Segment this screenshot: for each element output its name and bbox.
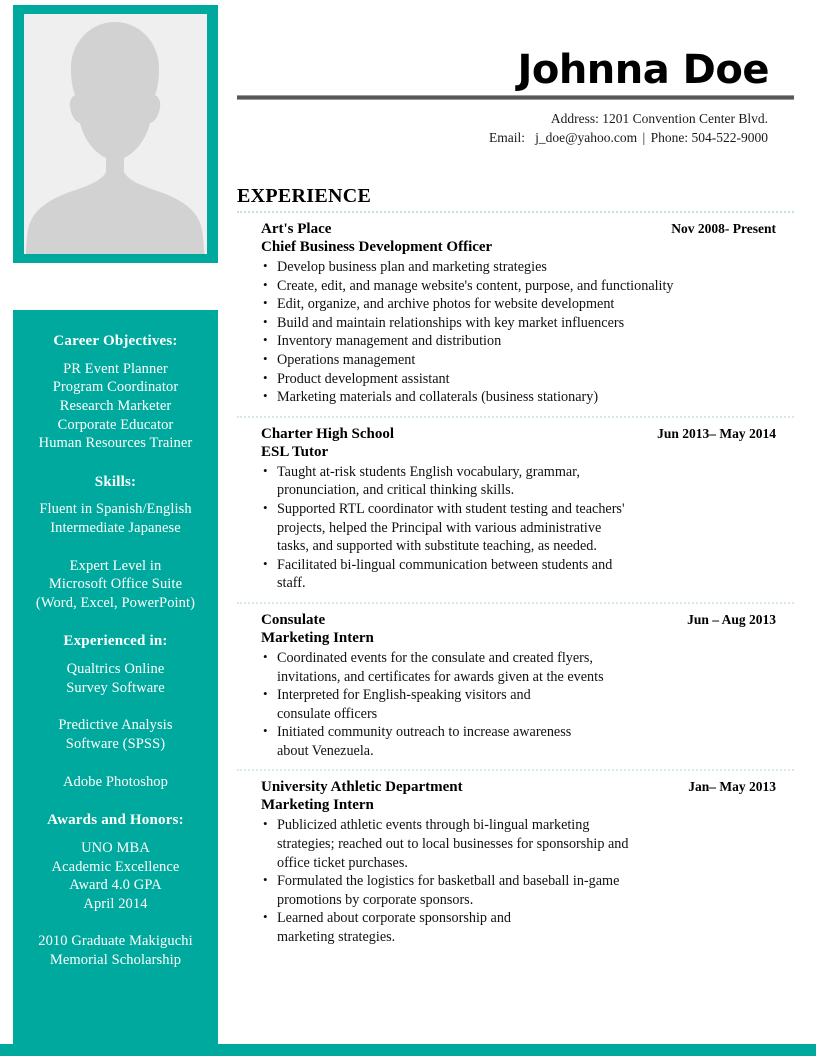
sidebar-item: Research Marketer: [59, 397, 172, 414]
bottom-accent-bar: [0, 1044, 816, 1056]
sidebar: [13, 310, 218, 1044]
bullet-item: • Taught at-risk students English vocabulary, grammar, pronunciation, and critical thinking skills.: [261, 463, 625, 500]
sidebar-group: [19, 716, 212, 753]
sidebar-group: [19, 500, 212, 537]
entry-dates: Nov 2008- Present: [671, 221, 776, 236]
sidebar-item: 2010 Graduate Makiguchi: [38, 933, 193, 950]
sidebar-heading: Awards and Honors:: [47, 812, 184, 829]
entry-header: [261, 426, 794, 443]
bullet-item: • Coordinated events for the consulate and created flyers, invitations, and certificates for awards given at the events: [261, 649, 625, 686]
sidebar-item: Microsoft Office Suite: [48, 576, 183, 593]
sidebar-group: [19, 360, 212, 453]
sidebar-item: Memorial Scholarship: [49, 951, 182, 968]
experience-entry: [237, 418, 794, 602]
spacer: [19, 913, 212, 932]
sidebar-item: Award 4.0 GPA: [69, 877, 162, 894]
entry-role: Marketing Intern: [261, 629, 374, 646]
bullet-item: • Initiated community outreach to increase awareness about Venezuela.: [261, 723, 577, 760]
bullet-item: • Marketing materials and collaterals (business stationary): [261, 388, 794, 407]
entry-bullets: [261, 463, 794, 593]
sidebar-item: Fluent in Spanish/English: [39, 501, 192, 518]
experience-section: [237, 185, 794, 956]
contact-address: Address: 1201 Convention Center Blvd.: [550, 111, 768, 126]
entry-organization: Charter High School: [261, 425, 395, 442]
bullet-item: • Inventory management and distribution: [261, 332, 794, 351]
section-heading-experience: EXPERIENCE: [237, 185, 372, 207]
bullet-item: • Edit, organize, and archive photos for website development: [261, 295, 794, 314]
sidebar-item: PR Event Planner: [63, 360, 168, 377]
sidebar-item: Software (SPSS): [65, 735, 166, 752]
entry-role: ESL Tutor: [261, 443, 329, 460]
sidebar-group: [19, 773, 212, 792]
sidebar-item: Predictive Analysis: [58, 717, 173, 734]
entry-organization: Art's Place: [261, 221, 332, 237]
bullet-item: • Publicized athletic events through bi-lingual marketing strategies; reached out to local businesses for sponsorship and office ticket purchases.: [261, 816, 637, 872]
experience-entry: [237, 771, 794, 955]
sidebar-item: (Word, Excel, PowerPoint): [35, 594, 196, 611]
sidebar-group: [19, 660, 212, 697]
entry-organization: University Athletic Department: [261, 779, 463, 796]
experience-entry: [237, 213, 794, 416]
spacer: [19, 754, 212, 773]
entry-header: [261, 779, 794, 796]
bullet-item: • Formulated the logistics for basketball and baseball in-game promotions by corporate sponsors.: [261, 872, 627, 909]
entry-role: Marketing Intern: [261, 797, 374, 814]
contact-info: [237, 100, 794, 147]
page-title: Johnna Doe: [517, 47, 769, 93]
entry-header: [261, 221, 794, 238]
sidebar-item: Program Coordinator: [52, 379, 179, 396]
photo-frame: [13, 5, 218, 263]
person-silhouette-icon: [24, 14, 207, 254]
sidebar-item: Corporate Educator: [57, 416, 174, 433]
sidebar-group: [19, 932, 212, 969]
bullet-item: • Interpreted for English-speaking visitors and consulate officers: [261, 686, 577, 723]
sidebar-item: Expert Level in: [69, 557, 162, 574]
sidebar-heading: Experienced in:: [63, 633, 168, 650]
sidebar-group: [19, 839, 212, 913]
bullet-item: • Learned about corporate sponsorship and marketing strategies.: [261, 909, 537, 946]
photo-placeholder: [24, 14, 207, 254]
spacer: [19, 697, 212, 716]
sidebar-item: UNO MBA: [81, 839, 150, 856]
bullet-item: • Supported RTL coordinator with student testing and teachers' projects, helped the Principal with various administrative tasks, and supported with substitute teaching, as needed.: [261, 500, 625, 556]
spacer: [19, 538, 212, 557]
sidebar-item: Adobe Photoshop: [62, 773, 169, 790]
sidebar-item: April 2014: [83, 895, 148, 912]
experience-entry: [237, 604, 794, 770]
entry-dates: Jun – Aug 2013: [687, 611, 776, 627]
entry-bullets: [261, 816, 794, 946]
bullet-item: • Product development assistant: [261, 370, 794, 389]
main-content: [237, 0, 794, 1044]
sidebar-heading: Skills:: [94, 473, 137, 490]
bullet-item: • Operations management: [261, 351, 794, 370]
entry-organization: Consulate: [261, 611, 326, 628]
sidebar-item: Qualtrics Online: [66, 661, 165, 678]
sidebar-section-experienced-in: [19, 632, 212, 791]
sidebar-item: Intermediate Japanese: [50, 520, 181, 537]
contact-separator: |: [642, 130, 646, 145]
entry-role: Chief Business Development Officer: [261, 239, 493, 255]
sidebar-section-skills: [19, 473, 212, 613]
entry-header: [261, 612, 794, 629]
sidebar-item: Human Resources Trainer: [38, 435, 193, 452]
sidebar-section-career-objectives: [19, 332, 212, 453]
entry-bullets: [261, 649, 794, 761]
entry-dates: Jun 2013– May 2014: [657, 425, 776, 441]
sidebar-group: [19, 557, 212, 613]
bullet-item: • Create, edit, and manage website's content, purpose, and functionality: [261, 277, 794, 296]
email-value[interactable]: j_doe@yahoo.com: [535, 130, 638, 145]
bullet-item: • Build and maintain relationships with key market influencers: [261, 314, 794, 333]
sidebar-item: Academic Excellence: [51, 858, 180, 875]
sidebar-heading: Career Objectives:: [53, 333, 178, 349]
name-block: [237, 0, 794, 100]
email-label: Email:: [489, 130, 525, 145]
bullet-item: • Facilitated bi-lingual communication between students and staff.: [261, 556, 625, 593]
entry-bullets: [261, 258, 794, 407]
entry-dates: Jan– May 2013: [688, 779, 776, 795]
bullet-item: • Develop business plan and marketing strategies: [261, 258, 794, 277]
sidebar-section-awards-and-honors: [19, 811, 212, 969]
phone-value: Phone: 504-522-9000: [650, 130, 768, 145]
contact-email-phone: [237, 128, 768, 147]
sidebar-item: Survey Software: [66, 679, 165, 696]
